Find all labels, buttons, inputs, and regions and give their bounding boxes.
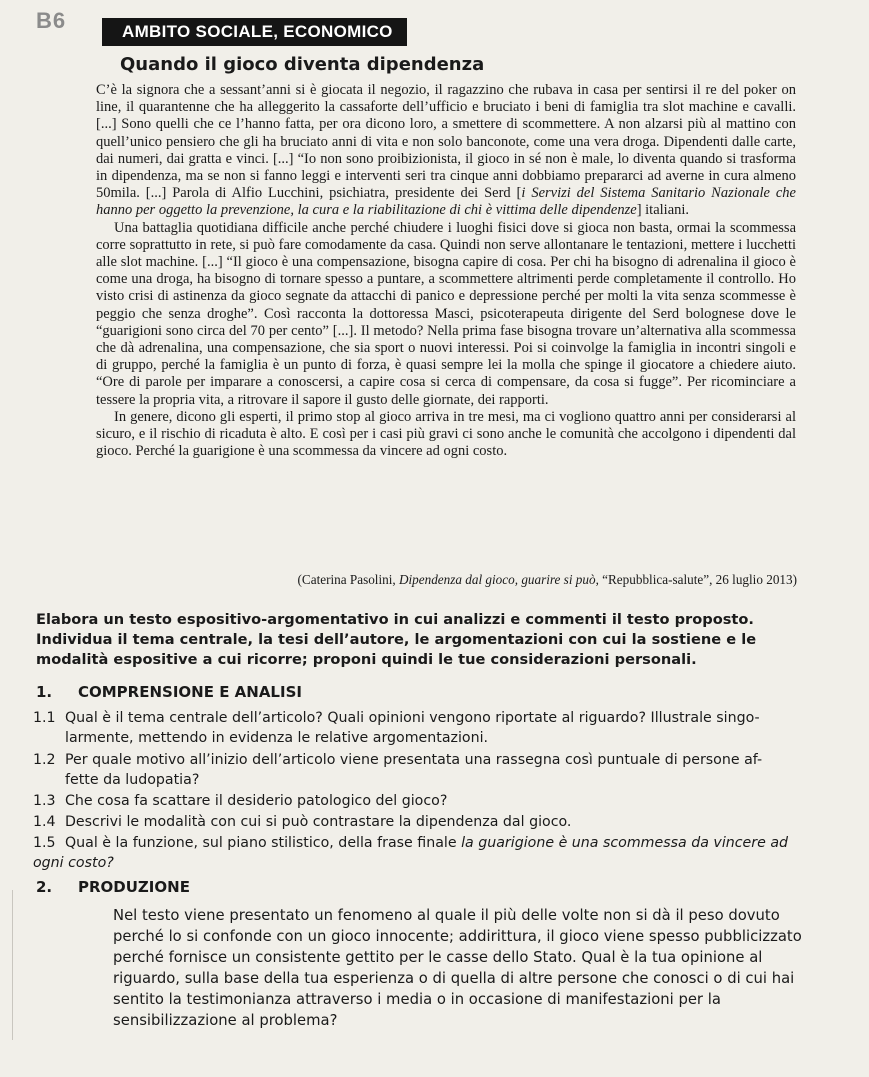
question-number: 1.3 — [33, 793, 56, 809]
article-paragraph-3: In genere, dicono gli esperti, il primo stop al gioco arriva in tre mesi, ma ci vogliono quattro anni per considerarsi al sicuro, e il rischio di ricaduta è alto. E così per i casi più gravi ci sono anche le comunità che accolgono i dipendenti dal gioco. Perché la guarigione è una scommessa da vincere ad ogni costo. — [96, 408, 796, 460]
question-number: 1.1 — [33, 710, 56, 726]
citation-author: (Caterina Pasolini, — [297, 572, 399, 587]
production-number: 2. — [36, 878, 53, 896]
article-citation — [298, 572, 797, 588]
question-quote: la guarigione è una scommessa da vincere ad — [461, 835, 789, 851]
question-text: Che cosa fa scattare il desiderio patologico del gioco? — [65, 793, 448, 809]
question-text-continued: larmente, mettendo in evidenza le relative argomentazioni. — [65, 730, 489, 746]
question-1-4 — [33, 812, 808, 832]
citation-title: Dipendenza dal gioco, guarire si può — [398, 572, 596, 587]
question-text: Per quale motivo all’inizio dell’articolo viene presentata una rassegna così puntuale di persone af- — [65, 752, 763, 768]
exercise-code: B6 — [36, 8, 67, 33]
article-paragraph-2: Una battaglia quotidiana difficile anche perché chiudere i luoghi fisici dove si gioca non basta, ormai la scommessa corre soprattutto in rete, si può fare comodamente da casa. Quindi non serve allontanare le tentazioni, mettere i lucchetti alle slot machine. [...] “Il gioco è una compensazione, bisogna capire di cosa. Per chi ha bisogno di adrenalina il gioco è come una droga, ha bisogno di tornare spesso a puntare, a scommettere altrimenti perde completamente il controllo. Ho visto crisi di astinenza da gioco segnate da attacchi di panico e depressione perché per molti la vita senza scommesse è peggio che senza droghe”. Così racconta la dottoressa Masci, psicoterapeuta dirigente del Serd bolognese dove le “guarigioni sono circa del 70 per cento” [...]. Il metodo? Nella prima fase bisogna trovare un’alternativa alla scommessa che dà adrenalina, una compensazione, che sia sport o nuovi interessi. Poi si coinvolge la famiglia in incontri singoli e di gruppo, perché la famiglia è un punto di forza, è quasi sempre lei la molla che spinge il giocatore a chiedere aiuto. “Ore di parole per imparare a conoscersi, a capire cosa si cerca di compensare, da cosa si fugge”. Per ricominciare a tessere la propria vita, a ritrovare il sapore il gusto delle giornate, dei rapporti. — [96, 219, 796, 408]
task-instructions: Elabora un testo espositivo-argomentativo in cui analizzi e commenti il testo proposto. Individua il tema centrale, la tesi dell’autore, le argomentazioni con cui la sostiene e le modalità espositive a cui ricorre; proponi quindi le tue considerazioni personali. — [36, 611, 757, 668]
question-number: 1.4 — [33, 814, 56, 830]
paragraph-1-end: ] italiani. — [636, 202, 690, 219]
question-quote-continued: ogni costo? — [33, 855, 114, 871]
question-1-2 — [33, 750, 808, 790]
article-paragraph-1 — [96, 82, 796, 220]
comprehension-title: COMPRENSIONE E ANALISI — [78, 683, 302, 701]
article-title: Quando il gioco diventa dipendenza — [120, 54, 485, 75]
article-body — [96, 82, 796, 460]
question-1-3 — [33, 791, 808, 811]
production-heading — [36, 878, 190, 896]
question-text: Qual è la funzione, sul piano stilistico, della frase finale — [65, 835, 462, 851]
question-1-1 — [33, 708, 808, 748]
question-number: 1.2 — [33, 752, 56, 768]
question-text-continued: fette da ludopatia? — [65, 772, 200, 788]
question-number: 1.5 — [33, 835, 56, 851]
comprehension-heading — [36, 683, 302, 701]
production-text: Nel testo viene presentato un fenomeno al quale il più delle volte non si dà il peso dovuto perché lo si confonde con un gioco innocente; addirittura, il gioco viene spesso pubblicizzato perché fornisce un consistente gettito per le casse dello Stato. Qual è la tua opinione al riguardo, sulla base della tua esperienza o di quella di altre persone che conosci o di cui hai sentito la testimonianza attraverso i media o in occasione di manifestazioni per la sensibilizzazione al problema? — [113, 907, 802, 1029]
citation-source: , “Repubblica-salute”, 26 luglio 2013) — [595, 572, 797, 587]
question-text: Qual è il tema centrale dell’articolo? Quali opinioni vengono riportate al riguardo? Illustrale singo- — [65, 710, 760, 726]
paragraph-1-italic-note: i Servizi del Sistema Sanitario Nazionale che hanno per oggetto la prevenzione, la cura e la riabilitazione di chi è vittima delle dipendenze — [96, 185, 796, 219]
production-title: PRODUZIONE — [78, 878, 190, 896]
section-banner: AMBITO SOCIALE, ECONOMICO — [102, 18, 407, 46]
question-1-5 — [33, 833, 808, 873]
paragraph-1-text: C’è la signora che a sessant’anni si è giocata il negozio, il ragazzino che rubava in casa per sentirsi il re del poker on line, il quarantenne che ha alleggerito la cassaforte dell’ufficio e bruciato i beni di famiglia tra slot machine e cavalli. [...] Sono quelli che ce l’hanno fatta, per ora dicono loro, a smettere di scommettere. A non alzarsi più al mattino con quell’unico pensiero che gli ha bruciato anni di vita e non solo banconote, come una vera droga. Dipendenti dalle carte, dai numeri, dai gratta e vinci. [...] “Io non sono proibizionista, il gioco in sé non è male, lo diventa quando si trasforma in dipendenza, ma se non si fanno leggi e interventi seri tra cinque anni dobbiamo prepararci ad averne in cura almeno 50mila. [...] Parola di Alfio Lucchini, psichiatra, presidente dei Serd [ — [96, 82, 796, 202]
comprehension-number: 1. — [36, 683, 53, 701]
question-text: Descrivi le modalità con cui si può contrastare la dipendenza dal gioco. — [65, 814, 572, 830]
margin-rule — [12, 890, 13, 1040]
